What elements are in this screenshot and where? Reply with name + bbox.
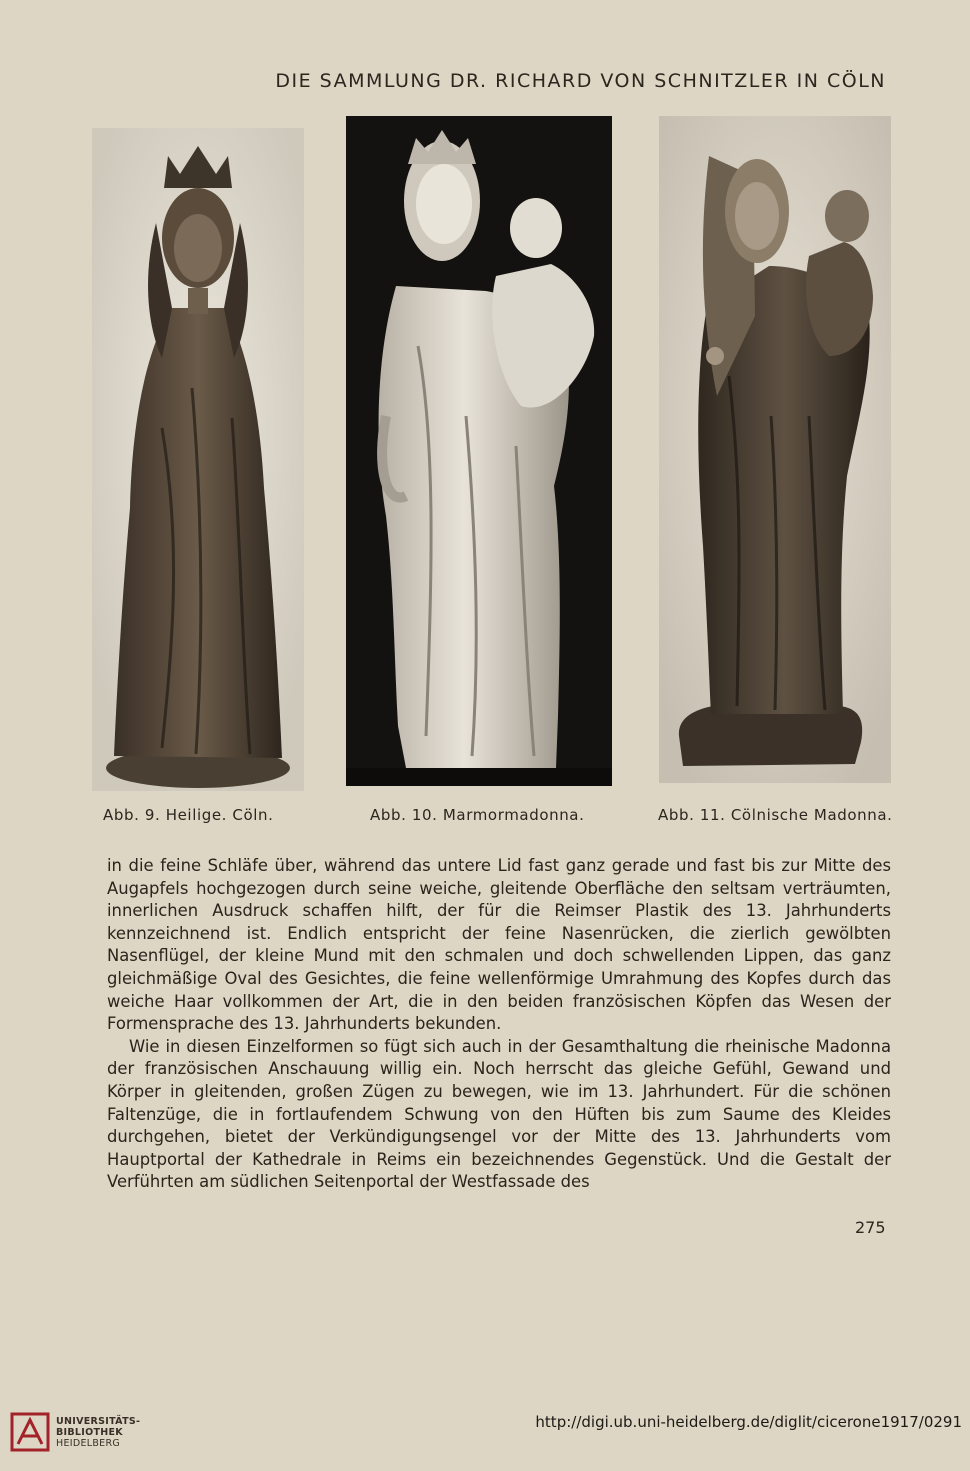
page-number: 275 (855, 1218, 886, 1237)
paragraph-2: Wie in diesen Einzelformen so fügt sich auch in der Gesamthaltung die rheinische Madonna der französischen Anschauung willig ein. Noch herrscht das gleiche Gefühl, Gewand und Körper in gleitenden, großen Zügen zu bewegen, wie im 13. Jahrhundert. Für die schönen Faltenzüge, die in fortlaufendem Schwung von den Hüften bis zum Saume des Kleides durchgehen, bietet der Verkündigungsengel vor der Mitte des 13. Jahrhunderts vom Hauptportal der Kathedrale in Reims ein bezeichnendes Gegenstück. Und die Gestalt der Verführten am südlichen Seitenportal der Westfassade des (107, 1036, 891, 1192)
figure-10-caption: Abb. 10. Marmormadonna. (370, 806, 585, 824)
figure-9-caption: Abb. 9. Heilige. Cöln. (103, 806, 274, 824)
source-url-link[interactable]: http://digi.ub.uni-heidelberg.de/diglit/cicerone1917/0291 (535, 1413, 962, 1431)
logo-line-2: BIBLIOTHEK (56, 1427, 123, 1438)
figure-10-image (346, 116, 612, 786)
logo-line-1: UNIVERSITÄTS- (56, 1416, 141, 1427)
logo-line-3: HEIDELBERG (56, 1438, 121, 1449)
figure-11-caption: Abb. 11. Cölnische Madonna. (658, 806, 893, 824)
figure-9-image (92, 128, 304, 791)
running-title: DIE SAMMLUNG DR. RICHARD VON SCHNITZLER IN CÖLN (275, 70, 886, 92)
library-logo-text (56, 1416, 140, 1449)
paragraph-1: in die feine Schläfe über, während das untere Lid fast ganz gerade und fast bis zur Mitte des Augapfels hochgezogen durch seine weiche, gleitende Oberfläche den seltsam verträumten, innerlichen Ausdruck schaffen hilft, der für die Reimser Plastik des 13. Jahrhunderts kennzeichnend ist. Endlich entspricht der feine Nasenrücken, die zierlich gewölbten Nasenflügel, der kleine Mund mit den schmalen und doch schwellenden Lippen, das ganz gleichmäßige Oval des Gesichtes, die feine wellenförmige Umrahmung des Kopfes durch das weiche Haar vollkommen der Art, die in den beiden französischen Köpfen das Wesen der Formensprache des 13. Jahrhunderts bekunden. (107, 856, 891, 1034)
library-logo-icon (10, 1412, 50, 1452)
library-logo[interactable] (10, 1410, 170, 1460)
body-text (107, 855, 891, 1194)
figure-11-image (659, 116, 891, 783)
